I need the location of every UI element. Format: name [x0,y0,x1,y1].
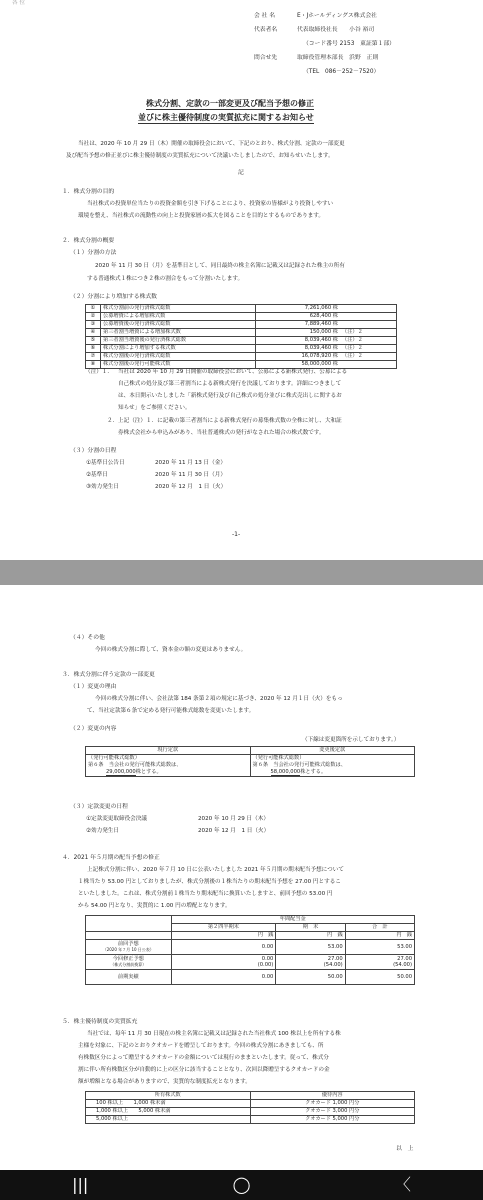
section3-1-line2: て、当社定款第６条で定める発行可能株式総数を変更いたします。 [87,708,255,714]
dividend-q2-cell [171,955,276,970]
rep-name: 代表取締役社長 小谷 裕司 [297,27,375,33]
articles-current-num: 29,000,000 [106,769,136,775]
dividend-end: 53.00 [327,944,343,950]
split-no: ⑥ [86,345,101,353]
company-name: E・Jホールディングス株式会社 [297,13,377,19]
split-item: 第三者割当増資後の発行済株式総数 [101,337,256,345]
doc-title-line1: 株式分割、定款の一部変更及び配当予想の修正 [146,99,314,108]
articles-head-new: 変更後定款 [250,747,415,755]
schedule-label: ②効力発生日 [86,828,119,834]
perk-content: クオカード 5,000 円分 [250,1116,415,1124]
articles-new-line: 第６条 当会社の発行可能株式総数は、 [250,762,415,769]
split-note: （注）２ [340,345,397,353]
schedule-label: ①定款変更取締役会決議 [86,816,147,822]
dividend-total-cell [345,955,414,970]
dividend-row-label [86,955,172,970]
section2-1-line2: する普通株式１株につき２株の割合をもって分割いたします。 [87,276,244,282]
dividend-corner [86,916,172,932]
section2-2-heading: （２）分割により増加する株式数 [70,294,157,300]
articles-current-line: 第６条 当会社の発行可能株式総数は、 [86,762,251,769]
split-item: 公募増資後の発行済株式総数 [101,321,256,329]
dividend-q2: 0.00 [261,974,274,980]
section2-heading: ２．株式分割の概要 [62,238,115,244]
dividend-q2-cell [171,940,276,955]
perk-table [85,1091,415,1124]
dividend-head-end: 期 末 [276,924,345,932]
dividend-end: 50.00 [327,974,343,980]
split-row [86,353,397,361]
dividend-row [86,940,415,955]
section5-line3: 有株数区分によって贈呈するクオカードの金額については現行のままといたします。従って、株式分 [78,1055,329,1061]
section5-line2: 主様を対象に、下記のとおりクオカードを贈呈しております。今回の株式分割にあきましても、所 [78,1043,324,1049]
dividend-row [86,955,415,970]
dividend-unit: 円 銭 [345,932,414,940]
ki-heading: 記 [238,170,244,176]
back-icon[interactable]: 〈 [394,1175,411,1194]
split-value: 150,000 株 [256,329,341,337]
document-page-2 [0,585,483,1170]
section4-line3: といたしました。これは、株式分割前１株当たり期末配当に換算いたしますと、前回予想の 53.00 円 [78,891,333,897]
page-header-cut: 各 位 [12,0,25,6]
dividend-q2-conv: (0.00) [257,962,274,968]
perk-content: クオカード 3,000 円分 [250,1108,415,1116]
contact-tel: （TEL 086－252－7520） [303,69,380,75]
stock-code: （コード番号 2153 東証第１部） [303,41,395,47]
dividend-end: 27.00 [327,956,343,962]
contact-name: 取締役管理本部長 浜野 正則 [297,55,379,61]
section5-heading: ５．株主優待制度の実質拡充 [62,1019,138,1025]
dividend-total: 53.00 [397,944,412,950]
schedule-date: 2020 年 11 月 13 日（金） [155,460,226,466]
dividend-unit-row [86,932,415,940]
section2-1-heading: （１）分割の方法 [70,250,117,256]
note2-label: ２． [107,418,119,424]
dividend-total: 50.00 [397,974,412,980]
section1-line1: 当社株式の投資単位当たりの投資金額を引き下げることにより、投資家の皆様がより投資しやすい [87,201,334,207]
underline-note: （下線は変更箇所を示しております。） [302,737,400,743]
section4-line2: １株当たり 53.00 円としておりましたが、株式分割後の１株当たりの期末配当予想を 27.00 円とするこ [78,879,341,885]
articles-table [85,746,415,777]
split-no: ⑤ [86,337,101,345]
android-nav-bar [0,1170,483,1200]
split-note [340,305,397,313]
dividend-unit: 円 銭 [171,932,276,940]
split-note: （注）２ [340,353,397,361]
split-note: （注）２ [340,337,397,345]
dividend-sublabel: （株式分割前換算） [110,962,147,967]
section4-line1: 上記株式分割に伴い、2020 年７月 10 日に公表いたしました 2021 年５月期の期末配当予想について [87,867,344,873]
page-number: ‐1‐ [232,531,241,538]
note1-label: （注）１． [85,369,113,375]
articles-new-tail: 株とする。 [300,769,327,775]
perk-row [86,1108,415,1116]
split-no: ② [86,313,101,321]
split-row [86,305,397,313]
section2-4-line: 今回の株式分割に際して、資本金の額の変更はありません。 [95,647,247,653]
dividend-table [85,915,415,985]
dividend-end-cell [276,940,345,955]
company-label: 会 社 名 [254,13,276,19]
section3-1-line1: 今回の株式分割に伴い、会社法第 184 条第２項の規定に基づき、2020 年 12 月１日（火）をもっ [95,696,343,702]
split-note: （注）２ [340,329,397,337]
dividend-unit: 円 銭 [276,932,345,940]
schedule-date: 2020 年 10 月 29 日（木） [198,816,269,822]
split-row [86,313,397,321]
dividend-total: 27.00 [397,956,412,962]
articles-new-num: 58,000,000 [270,769,301,775]
split-item: 株式分割前の発行済株式総数 [101,305,256,313]
page-gap [0,560,483,585]
doc-title-line2: 並びに株主優待制度の実質拡充に関するお知らせ [138,113,314,122]
articles-new-amount [250,769,415,777]
split-no: ⑧ [86,361,101,369]
dividend-head-total: 合 計 [345,924,414,932]
note1-line1: 当社は 2020 年 10 月 29 日開催の取締役会において、公募による新株式発行、公募による [118,369,348,375]
dividend-row-label [86,970,172,985]
perk-shares: 100 株以上 1,000 株未満 [86,1100,251,1108]
note1-line3: は、本日開示いたしました「新株式発行及び自己株式の処分並びに株式売出しに関するお [118,393,342,399]
dividend-label: 今回修正予想 [112,956,144,962]
note2-line1: 上記（注）１．に記載の第三者割当による新株式発行の募集株式数の全株に対し、大和証 [118,418,342,424]
articles-current-tail: 株とする。 [135,769,162,775]
dividend-row-label [86,940,172,955]
dividend-q2: 0.00 [261,944,274,950]
articles-current-sub: （発行可能株式総数） [86,755,251,763]
perk-row [86,1116,415,1124]
section5-line1: 当社では、毎年 11 月 30 日現在の株主名簿に記載又は記録された当社株式 100 株以上を所有する株 [87,1031,341,1037]
dividend-total-cell [345,940,414,955]
split-row [86,321,397,329]
dividend-q2-cell [171,970,276,985]
split-item: 公募増資による増加株式数 [101,313,256,321]
split-table [85,304,397,369]
note2-line2: 券株式会社から申込みがあり、当社普通株式の発行がなされた場合の株式数です。 [118,430,325,436]
dividend-end-conv: (54.00) [323,962,343,968]
split-value: 8,039,460 株 [256,345,341,353]
split-item: 株式分割後の発行可能株式数 [101,361,256,369]
articles-new-sub: （発行可能株式総数） [250,755,415,763]
split-row [86,361,397,369]
dividend-unit-blank [86,932,172,940]
schedule-date: 2020 年 12 月 1 日（火） [155,484,227,490]
section5-line4: 割に伴い所有株数区分が自動的に上の区分に該当することとなり、次回以降贈呈するクオカードの金 [78,1067,330,1073]
articles-head-current: 現行定款 [86,747,251,755]
dividend-sublabel: （2020 年７月 10 日公表） [102,947,154,952]
section3-heading: ３．株式分割に伴う定款の一部変更 [62,672,155,678]
document-page-1 [0,0,483,560]
split-value: 16,078,920 株 [256,353,341,361]
perk-row [86,1100,415,1108]
split-item: 第三者割当増資による増加株式数 [101,329,256,337]
dividend-total-cell [345,970,414,985]
split-note [340,321,397,329]
perk-content: クオカード 1,000 円分 [250,1100,415,1108]
split-no: ⑦ [86,353,101,361]
dividend-q2: 0.00 [261,956,274,962]
dividend-label: 前期実績 [117,974,139,980]
intro-line1: 当社は、2020 年 10 月 29 日（木）開催の取締役会において、下記のとおり、株式分割、定款の一部変更 [78,141,345,147]
section3-3-heading: （３）定款変更の日程 [70,804,128,810]
home-icon[interactable]: ◯ [232,1175,251,1194]
split-value: 8,039,460 株 [256,337,341,345]
split-item: 株式分割により増加する株式数 [101,345,256,353]
articles-current-amount [86,769,251,777]
perk-head-shares: 所有株式数 [86,1092,251,1100]
split-value: 58,000,000 株 [256,361,341,369]
split-no: ④ [86,329,101,337]
split-no: ③ [86,321,101,329]
section1-heading: １．株式分割の目的 [62,189,115,195]
section2-3-heading: （３）分割の日程 [70,448,117,454]
dividend-head-q2: 第２四半期末 [171,924,276,932]
section3-1-heading: （１）変更の理由 [70,684,117,690]
dividend-label: 前回予想 [117,941,139,947]
split-value: 628,400 株 [256,313,341,321]
section4-line4: から 54.00 円となり、実質的に 1.00 円の増配となります。 [78,903,231,909]
perk-head-content: 優待内容 [250,1092,415,1100]
dividend-end-cell [276,955,345,970]
split-value: 7,261,060 株 [256,305,341,313]
section2-4-heading: （４）その他 [70,635,105,641]
schedule-label: ③効力発生日 [86,484,119,490]
perk-shares: 5,000 株以上 [86,1116,251,1124]
menu-icon[interactable]: ||| [72,1175,89,1194]
schedule-label: ②基準日 [86,472,108,478]
note1-line2: 自己株式の処分及び第三者割当による新株式発行を決議しております。詳細につきまして [118,381,342,387]
split-row [86,337,397,345]
section3-2-heading: （２）変更の内容 [70,726,117,732]
section2-1-line1: 2020 年 11 月 30 日（月）を基準日として、同日最終の株主名簿に記載又は記録された株主の所有 [95,263,345,269]
split-row [86,345,397,353]
contact-label: 問合せ先 [254,55,278,61]
split-note [340,313,397,321]
dividend-row [86,970,415,985]
split-item: 株式分割後の発行済株式総数 [101,353,256,361]
split-value: 7,889,460 株 [256,321,341,329]
note1-line4: 知らせ」をご参照ください。 [118,405,191,411]
end-mark: 以 上 [396,1146,414,1152]
section4-heading: ４．2021 年５月期の配当予想の修正 [62,855,160,861]
rep-label: 代表者名 [254,27,278,33]
split-no: ① [86,305,101,313]
split-note [340,361,397,369]
split-row [86,329,397,337]
dividend-head-top: 年間配当金 [171,916,414,924]
dividend-total-conv: (54.00) [393,962,412,968]
schedule-label: ①基準日公告日 [86,460,125,466]
intro-line2: 及び配当予想の修正並びに株主優待制度の実質拡充について決議いたしましたので、お知らせいたします。 [66,153,334,159]
schedule-date: 2020 年 11 月 30 日（月） [155,472,226,478]
section1-line2: 環境を整え、当社株式の流動性の向上と投資家層の拡大を図ることを目的とするものであります。 [78,213,325,219]
section5-line5: 額が増額となる場合がありますので、実質的な制度拡充となります。 [78,1079,251,1085]
schedule-date: 2020 年 12 月 1 日（火） [198,828,270,834]
dividend-end-cell [276,970,345,985]
perk-shares: 1,000 株以上 5,000 株未満 [86,1108,251,1116]
